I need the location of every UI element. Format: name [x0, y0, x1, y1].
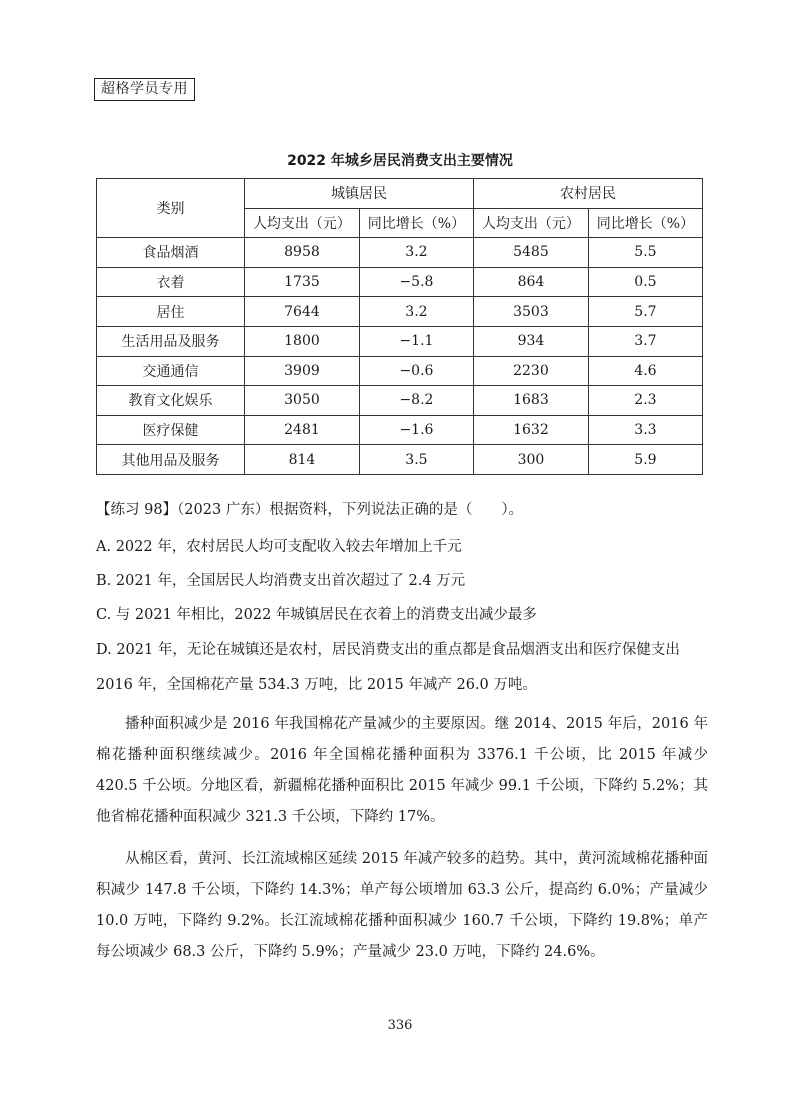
cell-category: 其他用品及服务 — [97, 445, 245, 475]
cell-urban-yoy: 3.2 — [359, 297, 473, 327]
cell-category: 食品烟酒 — [97, 238, 245, 268]
table-row — [97, 326, 703, 356]
header-rural-yoy: 同比增长（%） — [588, 208, 702, 238]
cell-urban-spend: 3050 — [245, 386, 360, 416]
cell-rural-yoy: 5.7 — [588, 297, 702, 327]
cell-category: 教育文化娱乐 — [97, 386, 245, 416]
cell-urban-yoy: −1.1 — [359, 326, 473, 356]
cell-category: 医疗保健 — [97, 415, 245, 445]
cell-rural-spend: 864 — [473, 267, 588, 297]
cell-rural-yoy: 4.6 — [588, 356, 702, 386]
cell-urban-spend: 1735 — [245, 267, 360, 297]
table-row — [97, 445, 703, 475]
cell-rural-spend: 300 — [473, 445, 588, 475]
table-row — [97, 386, 703, 416]
cell-rural-spend: 5485 — [473, 238, 588, 268]
student-only-tag: 超格学员专用 — [94, 78, 195, 101]
consumption-table — [96, 178, 703, 475]
cell-rural-spend: 3503 — [473, 297, 588, 327]
cell-urban-spend: 814 — [245, 445, 360, 475]
cell-rural-spend: 2230 — [473, 356, 588, 386]
cell-urban-spend: 7644 — [245, 297, 360, 327]
option-a: A. 2022 年，农村居民人均可支配收入较去年增加上千元 — [96, 539, 462, 555]
cell-category: 生活用品及服务 — [97, 326, 245, 356]
cell-rural-yoy: 5.5 — [588, 238, 702, 268]
passage-paragraph-3: 从棉区看，黄河、长江流域棉区延续 2015 年减产较多的趋势。其中，黄河流域棉花播种面积减少 147.8 千公顷，下降约 14.3%；单产每公顷增加 63.3 公斤，提高约 6.0%；产量减少 10.0 万吨，下降约 9.2%。长江流域棉花播种面积减少 160.7 千公顷，下降约 19.8%；单产每公顷减少 68.3 公斤，下降约 5.9%；产量减少 23.0 万吨，下降约 24.6%。 — [96, 851, 708, 960]
option-b: B. 2021 年，全国居民人均消费支出首次超过了 2.4 万元 — [96, 573, 466, 589]
header-rural: 农村居民 — [473, 179, 702, 209]
header-urban-spend: 人均支出（元） — [245, 208, 360, 238]
option-c: C. 与 2021 年相比，2022 年城镇居民在衣着上的消费支出减少最多 — [96, 607, 537, 623]
cell-urban-spend: 3909 — [245, 356, 360, 386]
table-row — [97, 297, 703, 327]
cell-rural-yoy: 5.9 — [588, 445, 702, 475]
option-d: D. 2021 年，无论在城镇还是农村，居民消费支出的重点都是食品烟酒支出和医疗保健支出 — [96, 642, 680, 658]
cell-category: 衣着 — [97, 267, 245, 297]
cell-rural-yoy: 3.3 — [588, 415, 702, 445]
cell-urban-spend: 2481 — [245, 415, 360, 445]
table-title: 2022 年城乡居民消费支出主要情况 — [287, 153, 513, 169]
question-stem: 【练习 98】（2023 广东）根据资料，下列说法正确的是（ ）。 — [96, 502, 524, 518]
page-number: 336 — [387, 1018, 413, 1033]
cell-rural-spend: 1683 — [473, 386, 588, 416]
cell-urban-spend: 1800 — [245, 326, 360, 356]
cell-category: 居住 — [97, 297, 245, 327]
cell-rural-spend: 1632 — [473, 415, 588, 445]
passage-paragraph-1: 2016 年，全国棉花产量 534.3 万吨，比 2015 年减产 26.0 万吨。 — [96, 677, 537, 693]
header-category: 类别 — [97, 179, 245, 238]
header-rural-spend: 人均支出（元） — [473, 208, 588, 238]
table-row — [97, 415, 703, 445]
table-row — [97, 356, 703, 386]
cell-rural-yoy: 2.3 — [588, 386, 702, 416]
header-urban-yoy: 同比增长（%） — [359, 208, 473, 238]
cell-urban-yoy: −5.8 — [359, 267, 473, 297]
cell-rural-yoy: 3.7 — [588, 326, 702, 356]
cell-urban-yoy: 3.5 — [359, 445, 473, 475]
passage-paragraph-2: 播种面积减少是 2016 年我国棉花产量减少的主要原因。继 2014、2015 年后，2016 年棉花播种面积继续减少。2016 年全国棉花播种面积为 3376.1 千公顷，比 2015 年减少 420.5 千公顷。分地区看，新疆棉花播种面积比 2015 年减少 99.1 千公顷，下降约 5.2%；其他省棉花播种面积减少 321.3 千公顷，下降约 17%。 — [96, 716, 708, 825]
cell-urban-yoy: 3.2 — [359, 238, 473, 268]
cell-rural-yoy: 0.5 — [588, 267, 702, 297]
cell-urban-spend: 8958 — [245, 238, 360, 268]
table-row — [97, 238, 703, 268]
cell-urban-yoy: −0.6 — [359, 356, 473, 386]
cell-category: 交通通信 — [97, 356, 245, 386]
cell-urban-yoy: −1.6 — [359, 415, 473, 445]
cell-urban-yoy: −8.2 — [359, 386, 473, 416]
table-row — [97, 267, 703, 297]
cell-rural-spend: 934 — [473, 326, 588, 356]
header-urban: 城镇居民 — [245, 179, 474, 209]
